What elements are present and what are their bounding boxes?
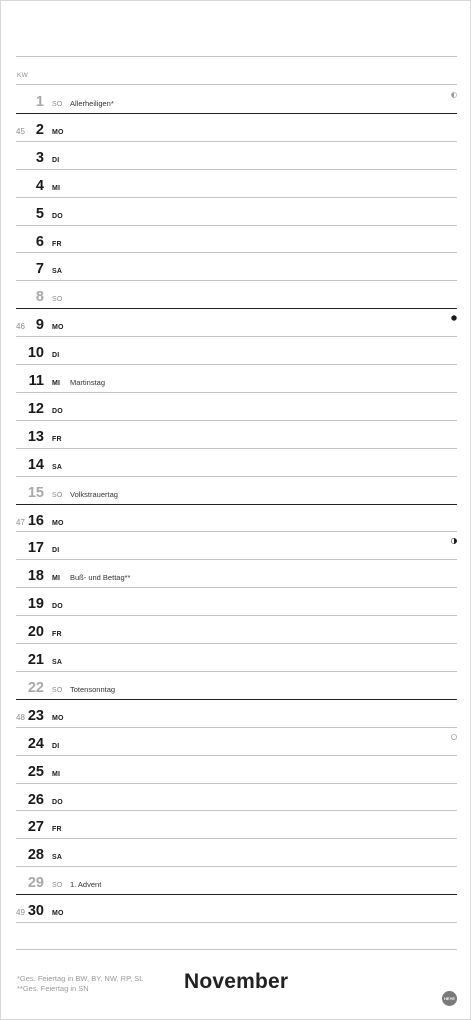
day-number: 15: [27, 484, 44, 501]
weekday-label: SA: [52, 463, 63, 471]
day-number: 30: [27, 903, 44, 920]
day-row: [1, 755, 471, 783]
day-row: [1, 476, 471, 504]
day-number: 13: [27, 428, 44, 445]
day-row: [1, 783, 471, 811]
day-row: [1, 113, 471, 141]
weekday-label: SO: [52, 686, 63, 694]
new-moon-icon: [450, 314, 458, 322]
weekday-label: DO: [52, 798, 63, 806]
day-row: [1, 559, 471, 587]
day-number: 3: [35, 149, 44, 166]
weekday-label: SO: [52, 491, 63, 499]
day-number: 26: [27, 791, 44, 808]
holiday-label: Buß- und Bettag**: [70, 573, 131, 583]
calendar-week-number: 49: [16, 908, 25, 918]
top-divider: [16, 56, 457, 57]
first-quarter-moon-icon: [450, 537, 458, 545]
weekday-label: SA: [52, 268, 63, 276]
weekday-label: SA: [52, 659, 63, 666]
weekday-label: DI: [52, 352, 60, 360]
footnote: **Ges. Feiertag in SN: [17, 984, 89, 993]
day-row: [1, 727, 471, 755]
day-row: [1, 531, 471, 559]
weekday-label: DO: [52, 407, 63, 415]
day-row: [1, 894, 471, 922]
day-number: 24: [27, 735, 44, 752]
day-number: 19: [27, 596, 44, 613]
full-moon-icon: [450, 733, 458, 741]
day-number: 9: [35, 317, 44, 334]
weekday-label: FR: [52, 240, 62, 248]
day-number: 4: [35, 177, 44, 194]
day-row: [1, 587, 471, 615]
weekday-label: DI: [52, 742, 60, 750]
day-number: 21: [27, 652, 44, 668]
day-number: 1: [35, 94, 44, 110]
day-number: 10: [27, 345, 44, 362]
calendar-week-number: 45: [16, 126, 25, 136]
publisher-logo: HEYE: [442, 991, 457, 1006]
day-number: 27: [27, 819, 44, 836]
weekday-label: SA: [52, 854, 63, 862]
day-number: 29: [27, 875, 44, 892]
day-number: 11: [28, 373, 44, 389]
weekday-label: MO: [52, 519, 64, 527]
weekday-label: MI: [52, 770, 61, 778]
holiday-label: 1. Advent: [70, 880, 102, 890]
weekday-label: MO: [52, 324, 64, 332]
day-row: [1, 252, 471, 280]
day-number: 2: [35, 121, 44, 138]
weekday-label: FR: [52, 826, 62, 834]
day-number: 14: [27, 456, 44, 473]
month-title: November: [184, 970, 289, 993]
day-row: [1, 225, 471, 253]
holiday-label: Totensonntag: [70, 684, 116, 694]
day-row: [1, 364, 471, 392]
day-row: [1, 615, 471, 643]
day-row: [1, 504, 471, 532]
day-row: [1, 671, 471, 699]
day-number: 6: [35, 233, 44, 250]
footnote: *Ges. Feiertag in BW, BY, NW, RP, SL: [17, 974, 144, 983]
weekday-label: DI: [52, 156, 60, 164]
weekday-label: SO: [52, 101, 63, 108]
holiday-label: Volkstrauertag: [70, 489, 118, 499]
day-number: 7: [35, 261, 44, 278]
weekday-label: MO: [52, 714, 64, 722]
day-row: [1, 280, 471, 308]
day-number: 17: [27, 540, 44, 557]
day-number: 8: [35, 289, 44, 306]
weekday-label: SO: [52, 296, 63, 304]
weekday-label: MO: [52, 128, 64, 136]
day-row: [1, 838, 471, 866]
day-number: 16: [27, 512, 44, 529]
bottom-divider: [16, 949, 457, 950]
day-number: 28: [27, 847, 44, 864]
calendar-week-number: 46: [16, 322, 25, 332]
day-number: 12: [27, 400, 44, 417]
holiday-label: Martinstag: [70, 378, 106, 387]
day-row: [1, 810, 471, 838]
day-row: [1, 392, 471, 420]
footnotes: [17, 974, 143, 994]
day-row: [1, 643, 471, 671]
day-row: [1, 85, 471, 113]
weekday-label: FR: [52, 435, 62, 443]
day-number: 25: [27, 763, 44, 780]
day-row: [1, 141, 471, 169]
calendar-week-number: 48: [16, 712, 25, 722]
day-row: [1, 866, 471, 894]
weekday-label: DI: [52, 547, 60, 555]
day-row: [1, 420, 471, 448]
day-row: [1, 699, 471, 727]
weekday-label: FR: [52, 631, 62, 639]
day-row: [1, 448, 471, 476]
last-quarter-moon-icon: [450, 91, 458, 99]
day-number: 18: [27, 568, 44, 585]
day-number: 5: [35, 205, 44, 222]
day-number: 20: [27, 624, 44, 641]
kw-column-header: KW: [17, 72, 29, 79]
day-number: 22: [27, 679, 44, 696]
holiday-label: Allerheiligen*: [70, 99, 114, 108]
weekday-label: MI: [52, 575, 61, 583]
weekday-label: DO: [52, 603, 63, 611]
weekday-label: MI: [52, 380, 61, 387]
day-row: [1, 336, 471, 364]
day-number: 23: [27, 707, 44, 724]
day-row: [1, 169, 471, 197]
weekday-label: SO: [52, 882, 63, 890]
weekday-label: MO: [52, 910, 64, 918]
day-row: [1, 308, 471, 336]
day-divider: [16, 922, 457, 923]
day-row: [1, 197, 471, 225]
calendar-week-number: 47: [16, 517, 25, 527]
weekday-label: MI: [52, 184, 61, 192]
weekday-label: DO: [52, 212, 63, 220]
